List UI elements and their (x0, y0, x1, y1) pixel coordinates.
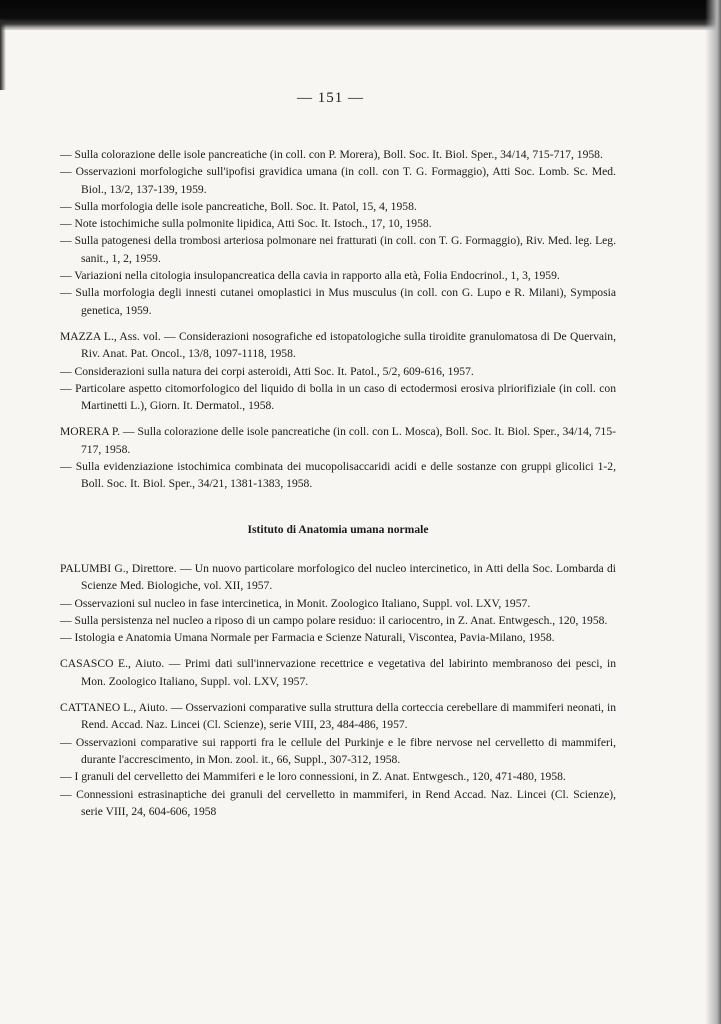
bibliography-entry: — Sulla evidenziazione istochimica combinata dei mucopolisaccaridi acidi e delle sostanze con gruppi glicolici 1-2, Boll. Soc. It. Biol. Sper., 34/21, 1381-1383, 1958. (60, 460, 616, 491)
bibliography-entry: — Osservazioni sul nucleo in fase intercinetica, in Monit. Zoologico Italiano, Suppl. vol. LXV, 1957. (60, 596, 531, 610)
entry-group-mazza (60, 328, 616, 414)
bibliography-entry: — Note istochimiche sulla polmonite lipidica, Atti Soc. It. Istoch., 17, 10, 1958. (60, 217, 432, 231)
scan-border-right (705, 0, 721, 1024)
page-number: — 151 — (297, 90, 364, 106)
bibliography-entry: — Connessioni estrasinaptiche dei granuli del cervelletto in mammiferi, in Rend Accad. Naz. Lincei (Cl. Scienze), serie VIII, 24, 604-606, 1958 (60, 787, 616, 818)
entry-group-palumbi (60, 560, 616, 646)
bibliography-entry: — Sulla patogenesi della trombosi arteriosa polmonare nei fratturati (in coll. con T. G. Formaggio), Riv. Med. leg. Leg. sanit., 1, 2, 1959. (60, 234, 616, 265)
bibliography-entry: PALUMBI G., Direttore. — Un nuovo particolare morfologico del nucleo intercinetico, in Atti della Soc. Lombarda di Scienze Med. Biologiche, vol. XII, 1957. (60, 561, 616, 593)
scan-border-top (0, 0, 721, 30)
entry-group-morera (60, 423, 616, 492)
entry-group-casasco (60, 655, 616, 690)
bibliography-entry: — Sulla morfologia delle isole pancreatiche, Boll. Soc. It. Patol, 15, 4, 1958. (60, 199, 417, 213)
bibliography-entry: — Sulla colorazione delle isole pancreatiche (in coll. con P. Morera), Boll. Soc. It. Biol. Sper., 34/14, 715-717, 1958. (60, 148, 603, 161)
bibliography-entry: — Osservazioni morfologiche sull'ipofisi gravidica umana (in coll. con T. G. Formaggio), Atti Soc. Lomb. Sc. Med. Biol., 13/2, 137-139, 1959. (60, 165, 616, 196)
bibliography-entry: CATTANEO L., Aiuto. — Osservazioni comparative sulla struttura della corteccia cerebellare di mammiferi neonati, in Rend. Accad. Naz. Lincei (Cl. Scienze), serie VIII, 23, 484-486, 1957. (60, 701, 616, 732)
bibliography-entry: — Variazioni nella citologia insulopancreatica della cavia in rapporto alla età, Folia Endocrinol., 1, 3, 1959. (60, 269, 560, 283)
entry-group-cattaneo (60, 699, 616, 820)
bibliography-entry: — Sulla morfologia degli innesti cutanei omoplastici in Mus musculus (in coll. con G. Lupo e R. Milani), Symposia genetica, 1959. (60, 286, 616, 317)
scan-border-left (0, 20, 6, 90)
bibliography-entry: MORERA P. — Sulla colorazione delle isole pancreatiche (in coll. con L. Mosca), Boll. Soc. It. Biol. Sper., 34/14, 715-717, 1958. (60, 425, 616, 456)
entry-group (60, 146, 616, 319)
bibliography-entry: — I granuli del cervelletto dei Mammiferi e le loro connessioni, in Z. Anat. Entwgesch., 120, 471-480, 1958. (60, 770, 566, 784)
bibliography-entry: — Istologia e Anatomia Umana Normale per Farmacia e Scienze Naturali, Viscontea, Pavia-Milano, 1958. (60, 631, 555, 645)
bibliography (60, 146, 616, 820)
bibliography-entry: CASASCO E., Aiuto. — Primi dati sull'innervazione recettrice e vegetativa del labirinto membranoso dei pesci, in Mon. Zoologico Italiano, Suppl. vol. LXV, 1957. (60, 657, 616, 688)
bibliography-entry: — Particolare aspetto citomorfologico del liquido di bolla in un caso di ectodermosi erosiva plriorifiziale (in coll. con Martinetti L.), Giorn. It. Dermatol., 1958. (60, 381, 616, 413)
section-heading: Istituto di Anatomia umana normale (247, 522, 429, 536)
bibliography-entry: — Sulla persistenza nel nucleo a riposo di un campo polare residuo: il cariocentro, in Z. Anat. Entwgesch., 120, 1958. (60, 613, 608, 627)
bibliography-entry: — Considerazioni sulla natura dei corpi asteroidi, Atti Soc. It. Patol., 5/2, 609-616, 1957. (60, 364, 474, 378)
bibliography-entry: — Osservazioni comparative sui rapporti fra le cellule del Purkinje e le fibre nervose nel cervelletto di mammiferi, durante l'accrescimento, in Mon. zool. it., 66, Suppl., 307-312, 1958. (60, 735, 616, 766)
bibliography-entry: MAZZA L., Ass. vol. — Considerazioni nosografiche ed istopatologiche sulla tiroidite granulomatosa di De Quervain, Riv. Anat. Pat. Oncol., 13/8, 1097-1118, 1958. (60, 329, 616, 361)
